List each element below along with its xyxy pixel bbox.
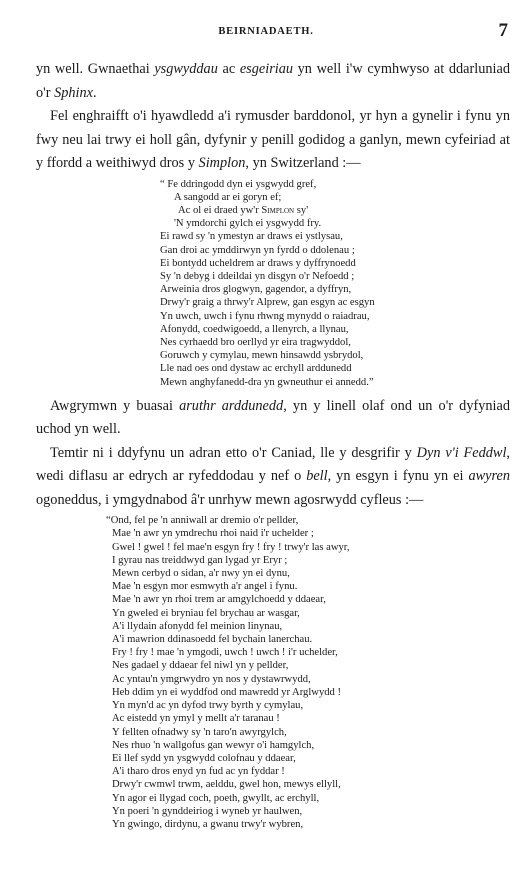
poem-quote-1 — [36, 178, 510, 389]
paragraph-1 — [36, 58, 510, 105]
text-span: , yn y linell olaf ond un o'r dyfyniad uchod yn well. — [36, 397, 510, 438]
poem-line: Yn agor ei llygad coch, poeth, gwyllt, ac erchyll, — [112, 792, 320, 804]
poem-line: A'i llydain afonydd fel meinion linynau, — [112, 620, 283, 632]
running-title: BEIRNIADAETH. — [218, 26, 314, 37]
poem-lines-group — [160, 230, 510, 388]
text-span: Fel enghraifft o'i hyawdledd a'i rymusder barddonol, yr hyn a gynelir i fynu yn fwy neu lai trwy ei holl gân, dyfynir y penill godidog a ganlyn, mewn cyfeiriad at y ffordd a weithiwyd dros y — [36, 108, 510, 171]
italic-span: ysgwyddau — [154, 61, 218, 77]
text-span: yn well. Gwnaethai — [36, 61, 155, 77]
poem-line: Afonydd, coedwigoedd, a llenyrch, a llynau, — [160, 323, 349, 335]
poem-line: Arweinia dros glogwyn, gagendor, a dyffryn, — [160, 284, 352, 296]
poem-line: Fry ! fry ! mae 'n ymgodi, uwch ! uwch ! i'r uchelder, — [112, 647, 338, 659]
poem-line: Nes gadael y ddaear fel niwl yn y pellder, — [112, 660, 289, 672]
poem-line: Ei llef sydd yn ysgwydd colofnau y ddaear, — [112, 752, 296, 764]
poem-line: A'i mawrion ddinasoedd fel bychain lanerchau. — [112, 634, 313, 646]
poem-line: “Ond, fel pe 'n anniwall ar dremio o'r pellder, — [106, 515, 299, 527]
poem-line: Yn poeri 'n gynddeiriog i wyneb yr haulwen, — [112, 805, 303, 817]
poem-line: Drwy'r graig a thrwy'r Alprew, gan esgyn ac esgyn — [160, 297, 375, 309]
text-span: Ac ol ei draed yw'r — [178, 204, 262, 216]
italic-span: Sphinx — [54, 84, 93, 101]
page-body — [36, 58, 510, 837]
poem-line: Yn gwingo, dirdynu, a gwanu trwy'r wybren, — [112, 818, 304, 830]
text-span: . — [92, 84, 97, 101]
poem-line: Yn uwch, uwch i fynu rhwng mynydd o raiadrau, — [160, 310, 370, 322]
page-number: 7 — [498, 20, 508, 41]
poem-line: Sy 'n debyg i ddeildai yn disgyn o'r Nefoedd ; — [160, 270, 355, 282]
italic-span: Simplon — [198, 155, 246, 171]
poem-line: Ac eistedd yn ymyl y mellt a'r taranau ! — [112, 713, 280, 725]
italic-span: aruthr arddunedd — [179, 397, 284, 414]
text-span: Awgrymwn y buasai — [50, 397, 180, 414]
poem-line: Y fellten ofnadwy sy 'n taro'n awyrgylch, — [112, 726, 287, 738]
text-span: yn well i'w cymhwyso at ddarluniad o'r — [36, 61, 510, 101]
poem-line: Mae 'n awr yn ymdrechu rhoi naid i'r uchelder ; — [112, 528, 314, 540]
poem-line: Mewn anghyfanedd-dra yn gwneuthur ei annedd.” — [160, 376, 374, 388]
paragraph-4 — [36, 442, 510, 513]
poem-line: Goruwch y cymylau, mewn hinsawdd ysbrydol, — [160, 350, 364, 362]
poem-line: Ei bontydd ucheldrem ar draws y dyffrynoedd — [160, 257, 356, 269]
text-span: , wedi diflasu ar edrych ar ryfeddodau y nef o — [36, 444, 510, 485]
paragraph-3 — [36, 395, 510, 442]
text-span: ac — [217, 61, 240, 77]
poem-line: A'i tharo dros enyd yn fud ac yn fyddar ! — [112, 766, 285, 778]
poem-line: Mae 'n awr yn rhoi trem ar amgylchoedd y ddaear, — [112, 594, 326, 606]
italic-span: esgeiriau — [239, 61, 294, 77]
poem-line: Nes rhuo 'n wallgofus gan wewyr o'i hamgylch, — [112, 739, 315, 751]
poem-line: Drwy'r cwmwl trwm, aelddu, gwel hon, mewys ellyll, — [112, 779, 341, 791]
text-span: , yn Switzerland :— — [245, 155, 361, 171]
poem-line: A sangodd ar ei goryn ef; — [174, 191, 282, 203]
poem-line: Yn gweled ei bryniau fel brychau ar wasgar, — [112, 607, 300, 619]
italic-span: bell — [306, 468, 328, 485]
poem-line: Gwel ! gwel ! fel mae'n esgyn fry ! fry ! trwy'r las awyr, — [112, 541, 350, 553]
paragraph-2 — [36, 105, 510, 176]
text-span: , yn esgyn i fynu yn ei — [327, 468, 469, 485]
text-span: Temtir ni i ddyfynu un adran etto o'r Caniad, lle y desgrifir y — [50, 444, 417, 461]
italic-span: awyren — [468, 468, 510, 485]
poem-line — [160, 204, 510, 217]
italic-span: Dyn v'i Feddwl — [416, 444, 507, 461]
poem-line: Nes cyrhaedd bro oerllyd yr eira tragwyddol, — [160, 336, 351, 348]
text-span: ogoneddus, i ymgydnabod â'r unrhyw mewn agosrwydd cyfleus :— — [36, 491, 424, 508]
smallcaps-span: Simplon — [261, 204, 295, 216]
poem-line: I gyrau nas treiddwyd gan lygad yr Eryr ; — [112, 554, 288, 566]
poem-line: Mae 'n esgyn mor esmwyth a'r angel i fynu. — [112, 581, 298, 593]
poem-line: Lle nad oes ond dystaw ac erchyll arddunedd — [160, 363, 352, 375]
poem-line: 'N ymdorchi gylch ei ysgwydd fry. — [174, 218, 322, 230]
poem-line: “ Fe ddringodd dyn ei ysgwydd gref, — [160, 178, 317, 190]
text-span: sy' — [294, 204, 309, 216]
poem-line: Heb ddim yn ei wyddfod ond mawredd yr Arglwydd ! — [112, 686, 342, 698]
page-header — [0, 22, 532, 42]
poem-quote-2 — [36, 514, 510, 831]
poem-line: Ei rawd sy 'n ymestyn ar draws ei ystlysau, — [160, 231, 343, 243]
poem-line: Mewn cerbyd o sidan, a'r nwy yn ei dynu, — [112, 568, 290, 580]
poem-line: Ac yntau'n ymgrwydro yn nos y dystawrwydd, — [112, 673, 311, 685]
poem-line: Yn myn'd ac yn dyfod trwy byrth y cymylau, — [112, 700, 304, 712]
poem-line: Gan droi ac ymddirwyn yn fyrdd o ddolenau ; — [160, 244, 355, 256]
